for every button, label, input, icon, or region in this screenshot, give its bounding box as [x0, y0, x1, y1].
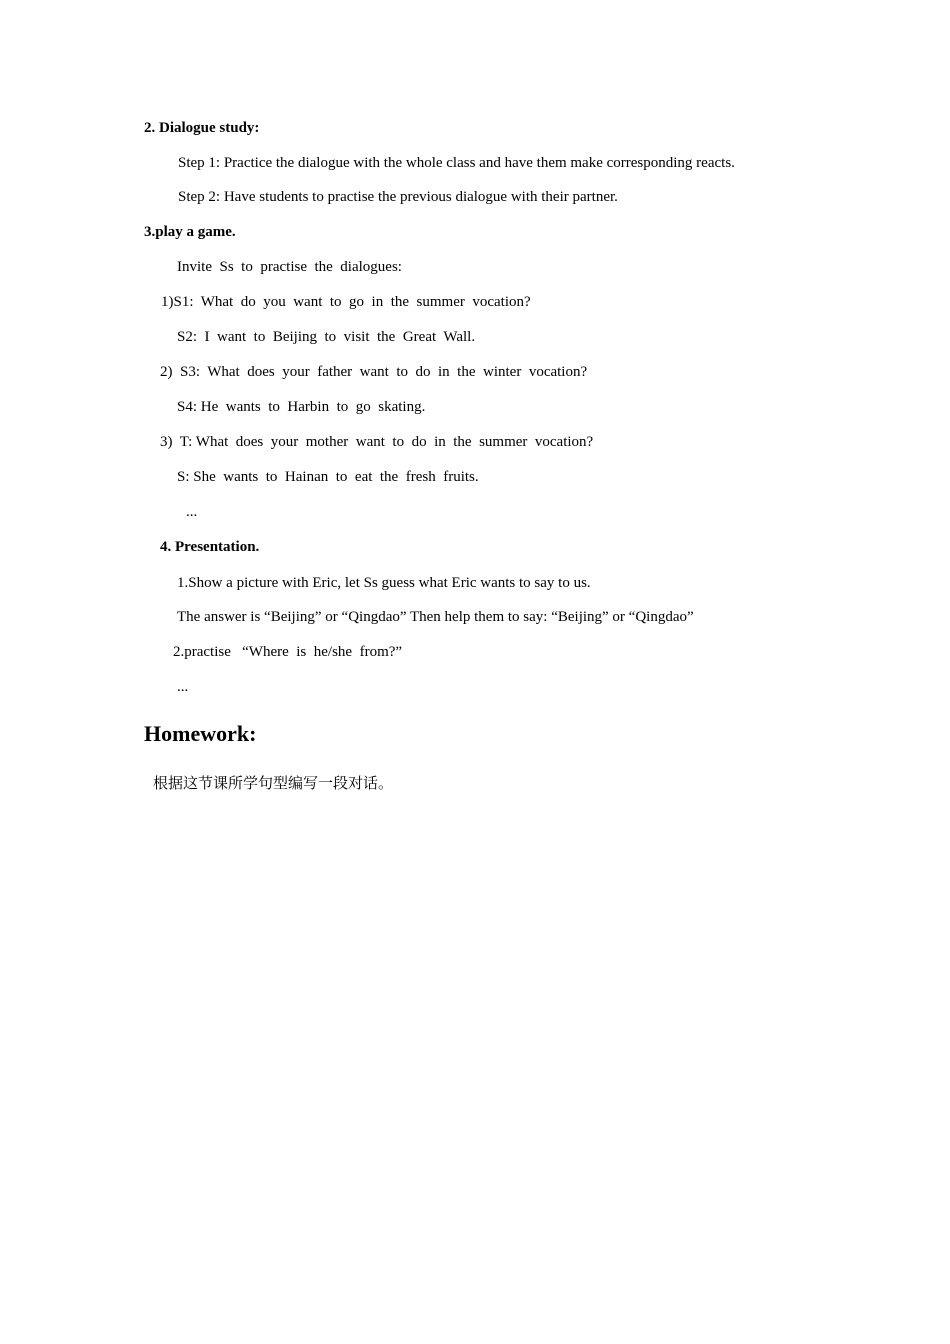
- dialogue-step-2: Step 2: Have students to practise the previous dialogue with their partner.: [178, 189, 618, 205]
- presentation-item-1-answer: The answer is “Beijing” or “Qingdao” Then help them to say: “Beijing” or “Qingdao”: [177, 609, 694, 625]
- dialogue-step-1: Step 1: Practice the dialogue with the whole class and have them make corresponding reacts.: [178, 155, 735, 171]
- game-intro: Invite Ss to practise the dialogues:: [177, 259, 402, 275]
- dialogue-2-question: 2) S3: What does your father want to do in the winter vocation?: [160, 364, 588, 380]
- homework-text: 根据这节课所学句型编写一段对话。: [153, 774, 394, 792]
- dialogue-2-answer: S4: He wants to Harbin to go skating.: [177, 399, 426, 415]
- game-ellipsis: ...: [186, 504, 198, 520]
- presentation-item-2: 2.practise “Where is he/she from?”: [173, 644, 403, 660]
- homework-title: Homework:: [144, 721, 257, 746]
- section-heading-dialogue-study: 2. Dialogue study:: [144, 120, 260, 136]
- dialogue-3-answer: S: She wants to Hainan to eat the fresh fruits.: [177, 469, 479, 485]
- section-heading-play-game: 3.play a game.: [144, 224, 236, 240]
- section-heading-presentation: 4. Presentation.: [160, 539, 260, 555]
- presentation-ellipsis: ...: [177, 679, 189, 695]
- presentation-item-1: 1.Show a picture with Eric, let Ss guess what Eric wants to say to us.: [177, 575, 591, 591]
- dialogue-1-answer: S2: I want to Beijing to visit the Great Wall.: [177, 329, 476, 345]
- dialogue-3-question: 3) T: What does your mother want to do in the summer vocation?: [160, 434, 594, 450]
- dialogue-1-question: 1)S1: What do you want to go in the summer vocation?: [161, 294, 531, 310]
